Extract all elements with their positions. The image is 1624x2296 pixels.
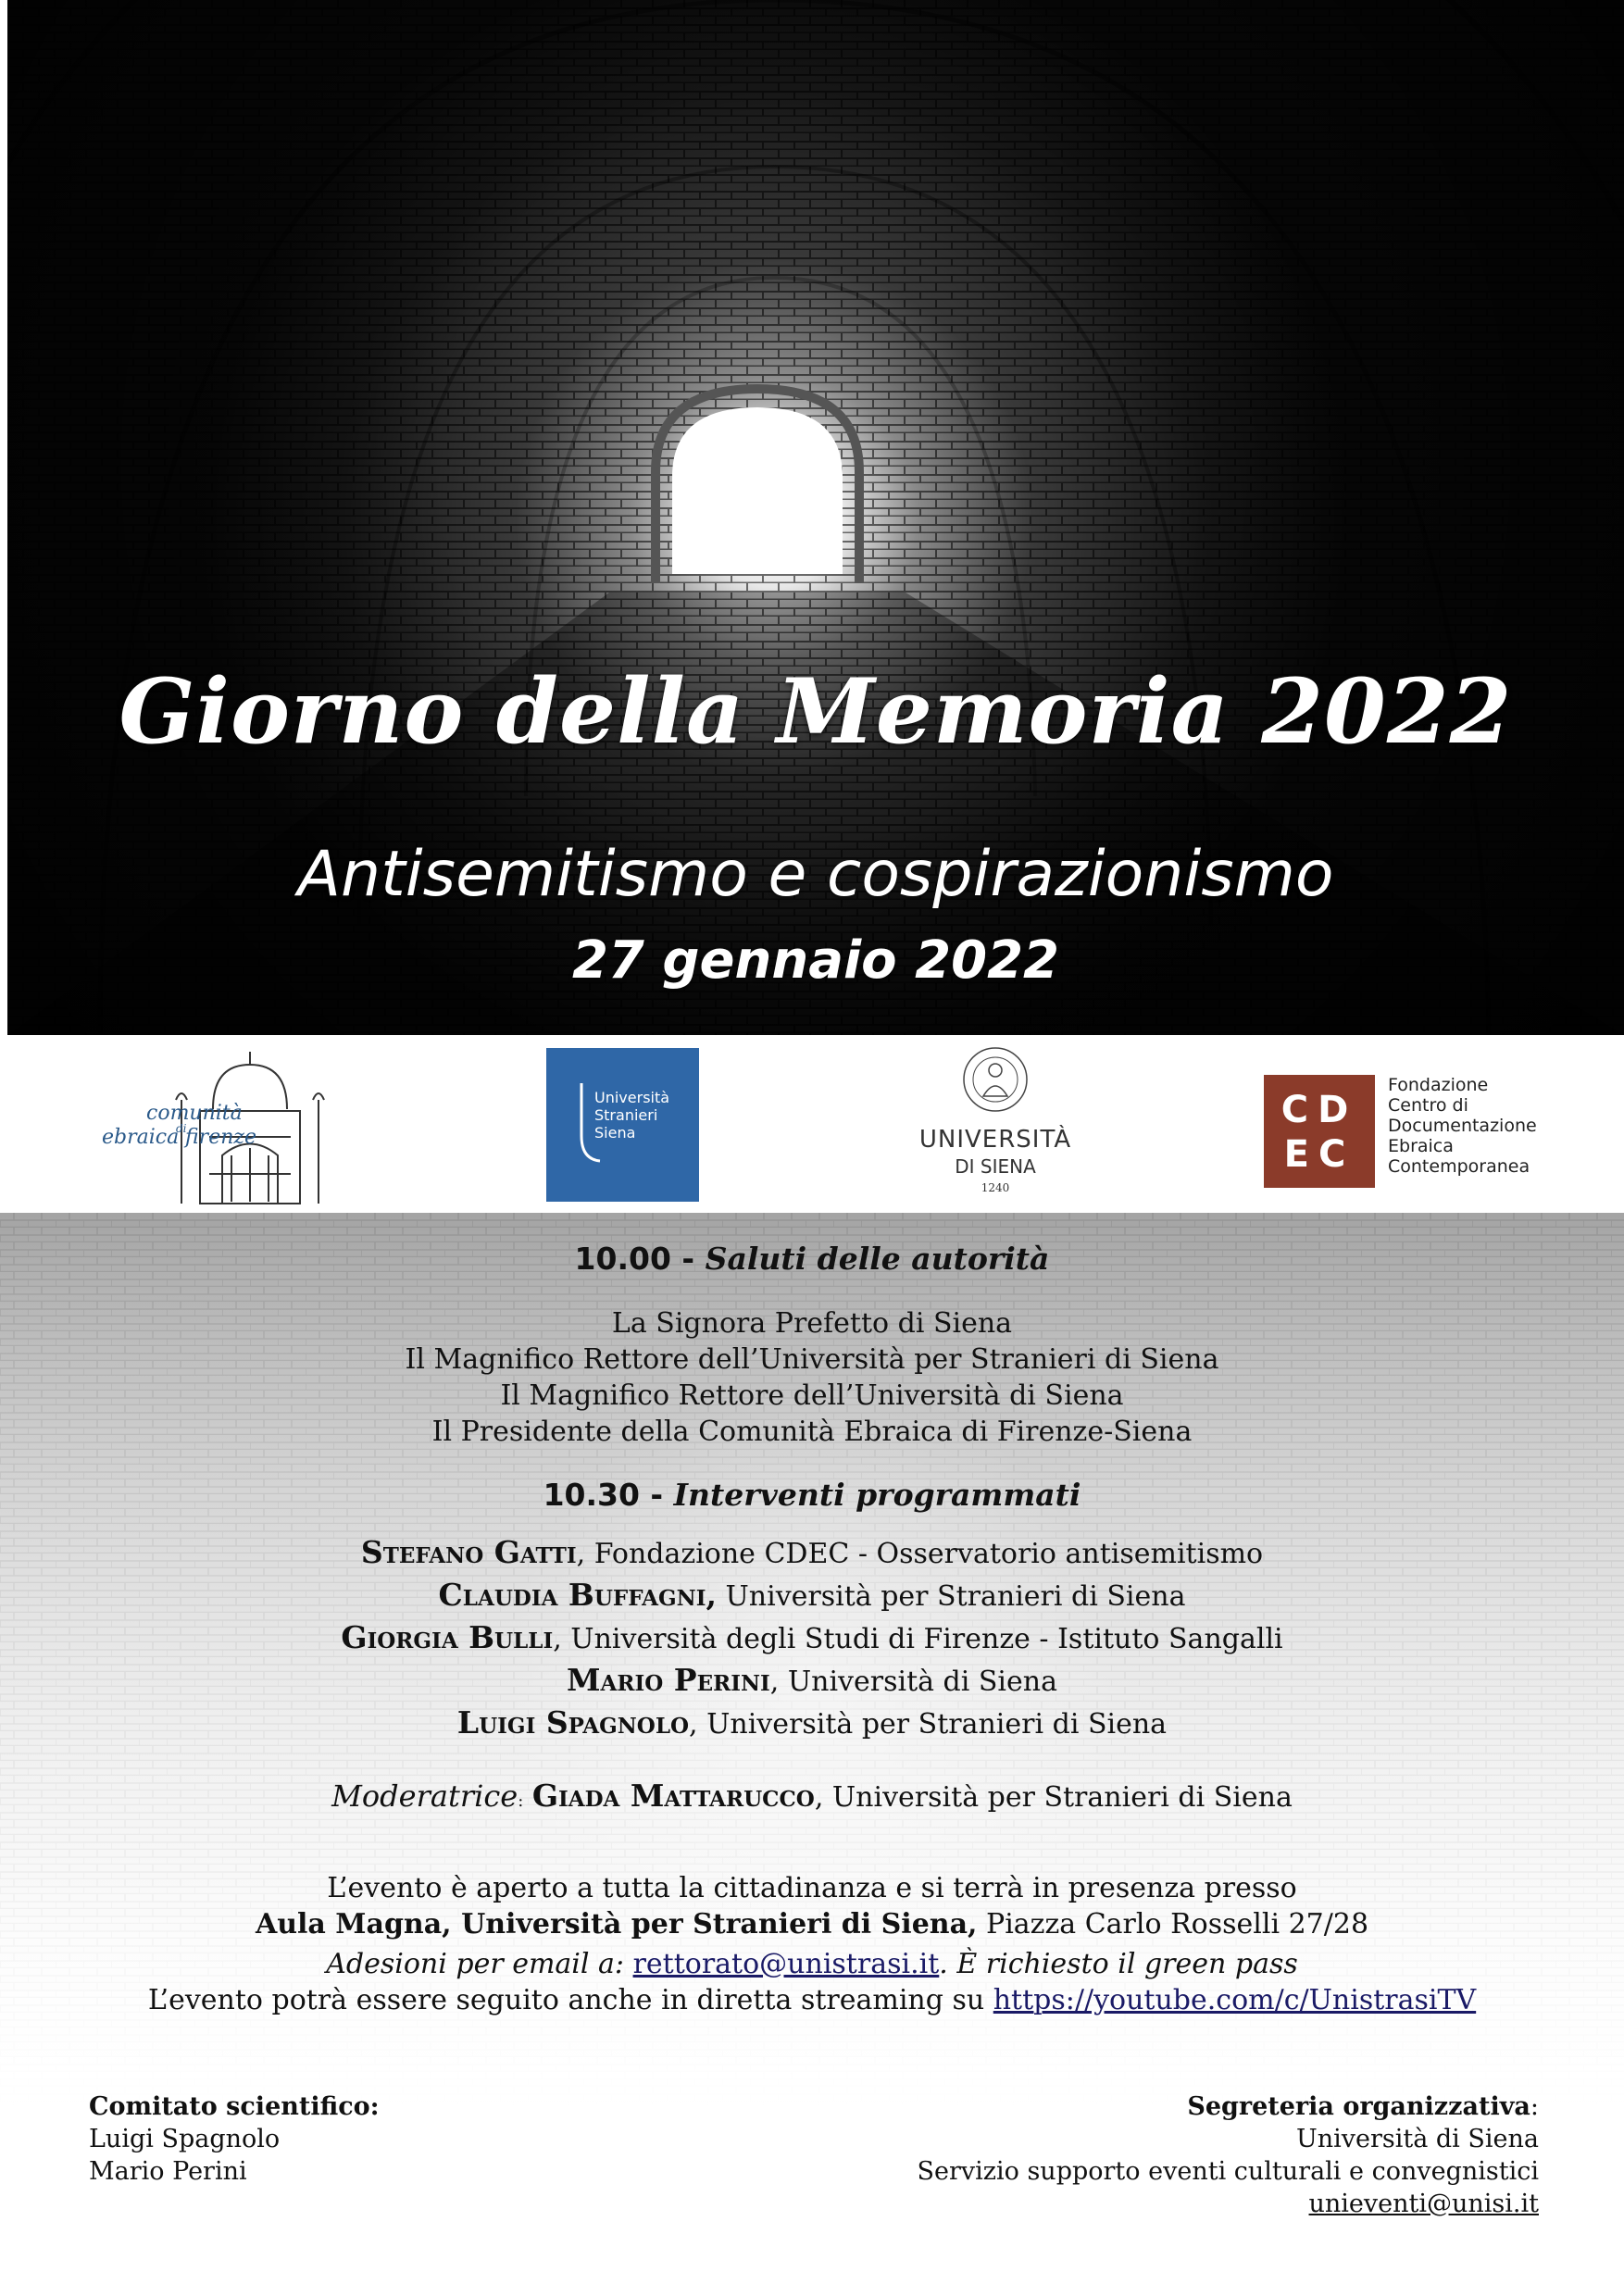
speaker-item (0, 1703, 1624, 1745)
committee-title: Comitato scientifico: (89, 2092, 380, 2121)
unisi-seal-icon (917, 1042, 1074, 1117)
speaker-affiliation: , Fondazione CDEC - Osservatorio antisemitismo (576, 1538, 1264, 1570)
secretariat-title: Segreteria organizzativa (1187, 2092, 1530, 2121)
moderator-name: Giada Mattarucco (531, 1778, 815, 1814)
moderator-colon: : (518, 1791, 524, 1811)
cdec-line2: Centro di (1388, 1095, 1468, 1116)
speaker-name: Giorgia Bulli (341, 1619, 554, 1655)
speaker-item (0, 1532, 1624, 1575)
unistrasi-line1: Università (594, 1089, 670, 1106)
slot2-title: Interventi programmati (673, 1477, 1081, 1513)
greetings-list (0, 1305, 1624, 1450)
moderator-line (0, 1778, 1624, 1814)
event-date: 27 gennaio 2022 (571, 930, 1060, 991)
slot2-heading (0, 1477, 1624, 1513)
logo-strip (0, 1035, 1624, 1213)
venue-address: Piazza Carlo Rosselli 27/28 (977, 1908, 1369, 1940)
unistrasi-logo (546, 1048, 699, 1202)
secretariat-line: Università di Siena (1295, 2125, 1539, 2153)
moderator-affiliation: , Università per Stranieri di Siena (814, 1781, 1293, 1814)
committee-member: Luigi Spagnolo (89, 2125, 281, 2153)
cdec-line3: Documentazione (1388, 1116, 1537, 1136)
comunita-word: comunità (146, 1102, 243, 1125)
greeting-item: Il Magnifico Rettore dell’Università per Stranieri di Siena (405, 1343, 1219, 1376)
speaker-affiliation: , Università degli Studi di Firenze - Istituto Sangalli (553, 1623, 1283, 1655)
scientific-committee (89, 2090, 380, 2188)
slot1-title: Saluti delle autorità (705, 1241, 1050, 1277)
secretariat-email-link[interactable]: unieventi@unisi.it (1308, 2190, 1539, 2218)
streaming-label: L’evento potrà essere seguito anche in diretta streaming su (147, 1984, 993, 2016)
registration-email-link[interactable]: rettorato@unistrasi.it (632, 1948, 940, 1980)
secretariat-line: Servizio supporto eventi culturali e convegnistici (917, 2157, 1539, 2186)
cdec-line4: Ebraica (1388, 1136, 1454, 1156)
speaker-item (0, 1660, 1624, 1703)
speaker-name: Claudia Buffagni, (438, 1577, 717, 1613)
cdec-mark-top: CD (1280, 1089, 1358, 1131)
unisi-city: DI SIENA (955, 1155, 1036, 1178)
venue-name: Aula Magna, Università per Stranieri di Siena, (255, 1908, 978, 1940)
comunita-ebraica-logo (93, 1044, 361, 1211)
speaker-name: Stefano Gatti (360, 1534, 577, 1570)
event-title: Giorno della Memoria 2022 (119, 659, 1513, 764)
cdec-logo (1264, 1075, 1569, 1188)
di-word: di (176, 1122, 187, 1135)
cdec-line1: Fondazione (1388, 1075, 1489, 1095)
unisi-name: UNIVERSITÀ (918, 1126, 1072, 1154)
event-subtitle: Antisemitismo e cospirazionismo (297, 838, 1334, 911)
event-info (0, 1870, 1624, 2018)
info-line-3 (0, 1946, 1624, 1982)
speakers-list (0, 1532, 1624, 1745)
info-line-1: L’evento è aperto a tutta la cittadinanza e si terrà in presenza presso (327, 1872, 1297, 1904)
ebraica-word: ebraica (102, 1126, 180, 1149)
secretariat-colon: : (1530, 2092, 1539, 2121)
hero-banner (7, 0, 1624, 1035)
cdec-line5: Contemporanea (1388, 1156, 1530, 1177)
cdec-mark-bottom: EC (1283, 1133, 1355, 1176)
unisi-year: 1240 (981, 1181, 1010, 1194)
info-line-2 (0, 1906, 1624, 1942)
unisi-logo (917, 1042, 1074, 1209)
speaker-affiliation: , Università per Stranieri di Siena (689, 1708, 1168, 1741)
moderator-label: Moderatrice (331, 1778, 518, 1814)
organizing-secretariat (917, 2090, 1539, 2220)
speaker-affiliation: , Università di Siena (769, 1666, 1057, 1698)
greeting-item: Il Magnifico Rettore dell’Università di Siena (500, 1379, 1124, 1412)
info-line-4 (0, 1982, 1624, 2018)
cdec-mark (1264, 1075, 1375, 1188)
speaker-name: Mario Perini (566, 1662, 770, 1698)
speaker-item (0, 1617, 1624, 1660)
slot1-time: 10.00 - (574, 1241, 706, 1277)
unistrasi-line3: Siena (594, 1124, 636, 1142)
greeting-item: La Signora Prefetto di Siena (611, 1307, 1013, 1340)
speaker-name: Luigi Spagnolo (456, 1704, 690, 1741)
speaker-affiliation: Università per Stranieri di Siena (716, 1580, 1186, 1613)
slot1-heading (0, 1241, 1624, 1277)
greeting-item: Il Presidente della Comunità Ebraica di Firenze-Siena (431, 1416, 1193, 1448)
program-section (0, 1213, 1624, 2111)
unistrasi-line2: Stranieri (594, 1106, 658, 1124)
green-pass-note: . È richiesto il green pass (939, 1948, 1298, 1980)
firenze-word: firenze (185, 1126, 256, 1149)
registration-label: Adesioni per email a: (326, 1948, 633, 1980)
streaming-link[interactable]: https://youtube.com/c/UnistrasiTV (993, 1984, 1477, 2016)
slot2-time: 10.30 - (543, 1477, 674, 1513)
speaker-item (0, 1575, 1624, 1617)
committee-member: Mario Perini (89, 2157, 247, 2186)
